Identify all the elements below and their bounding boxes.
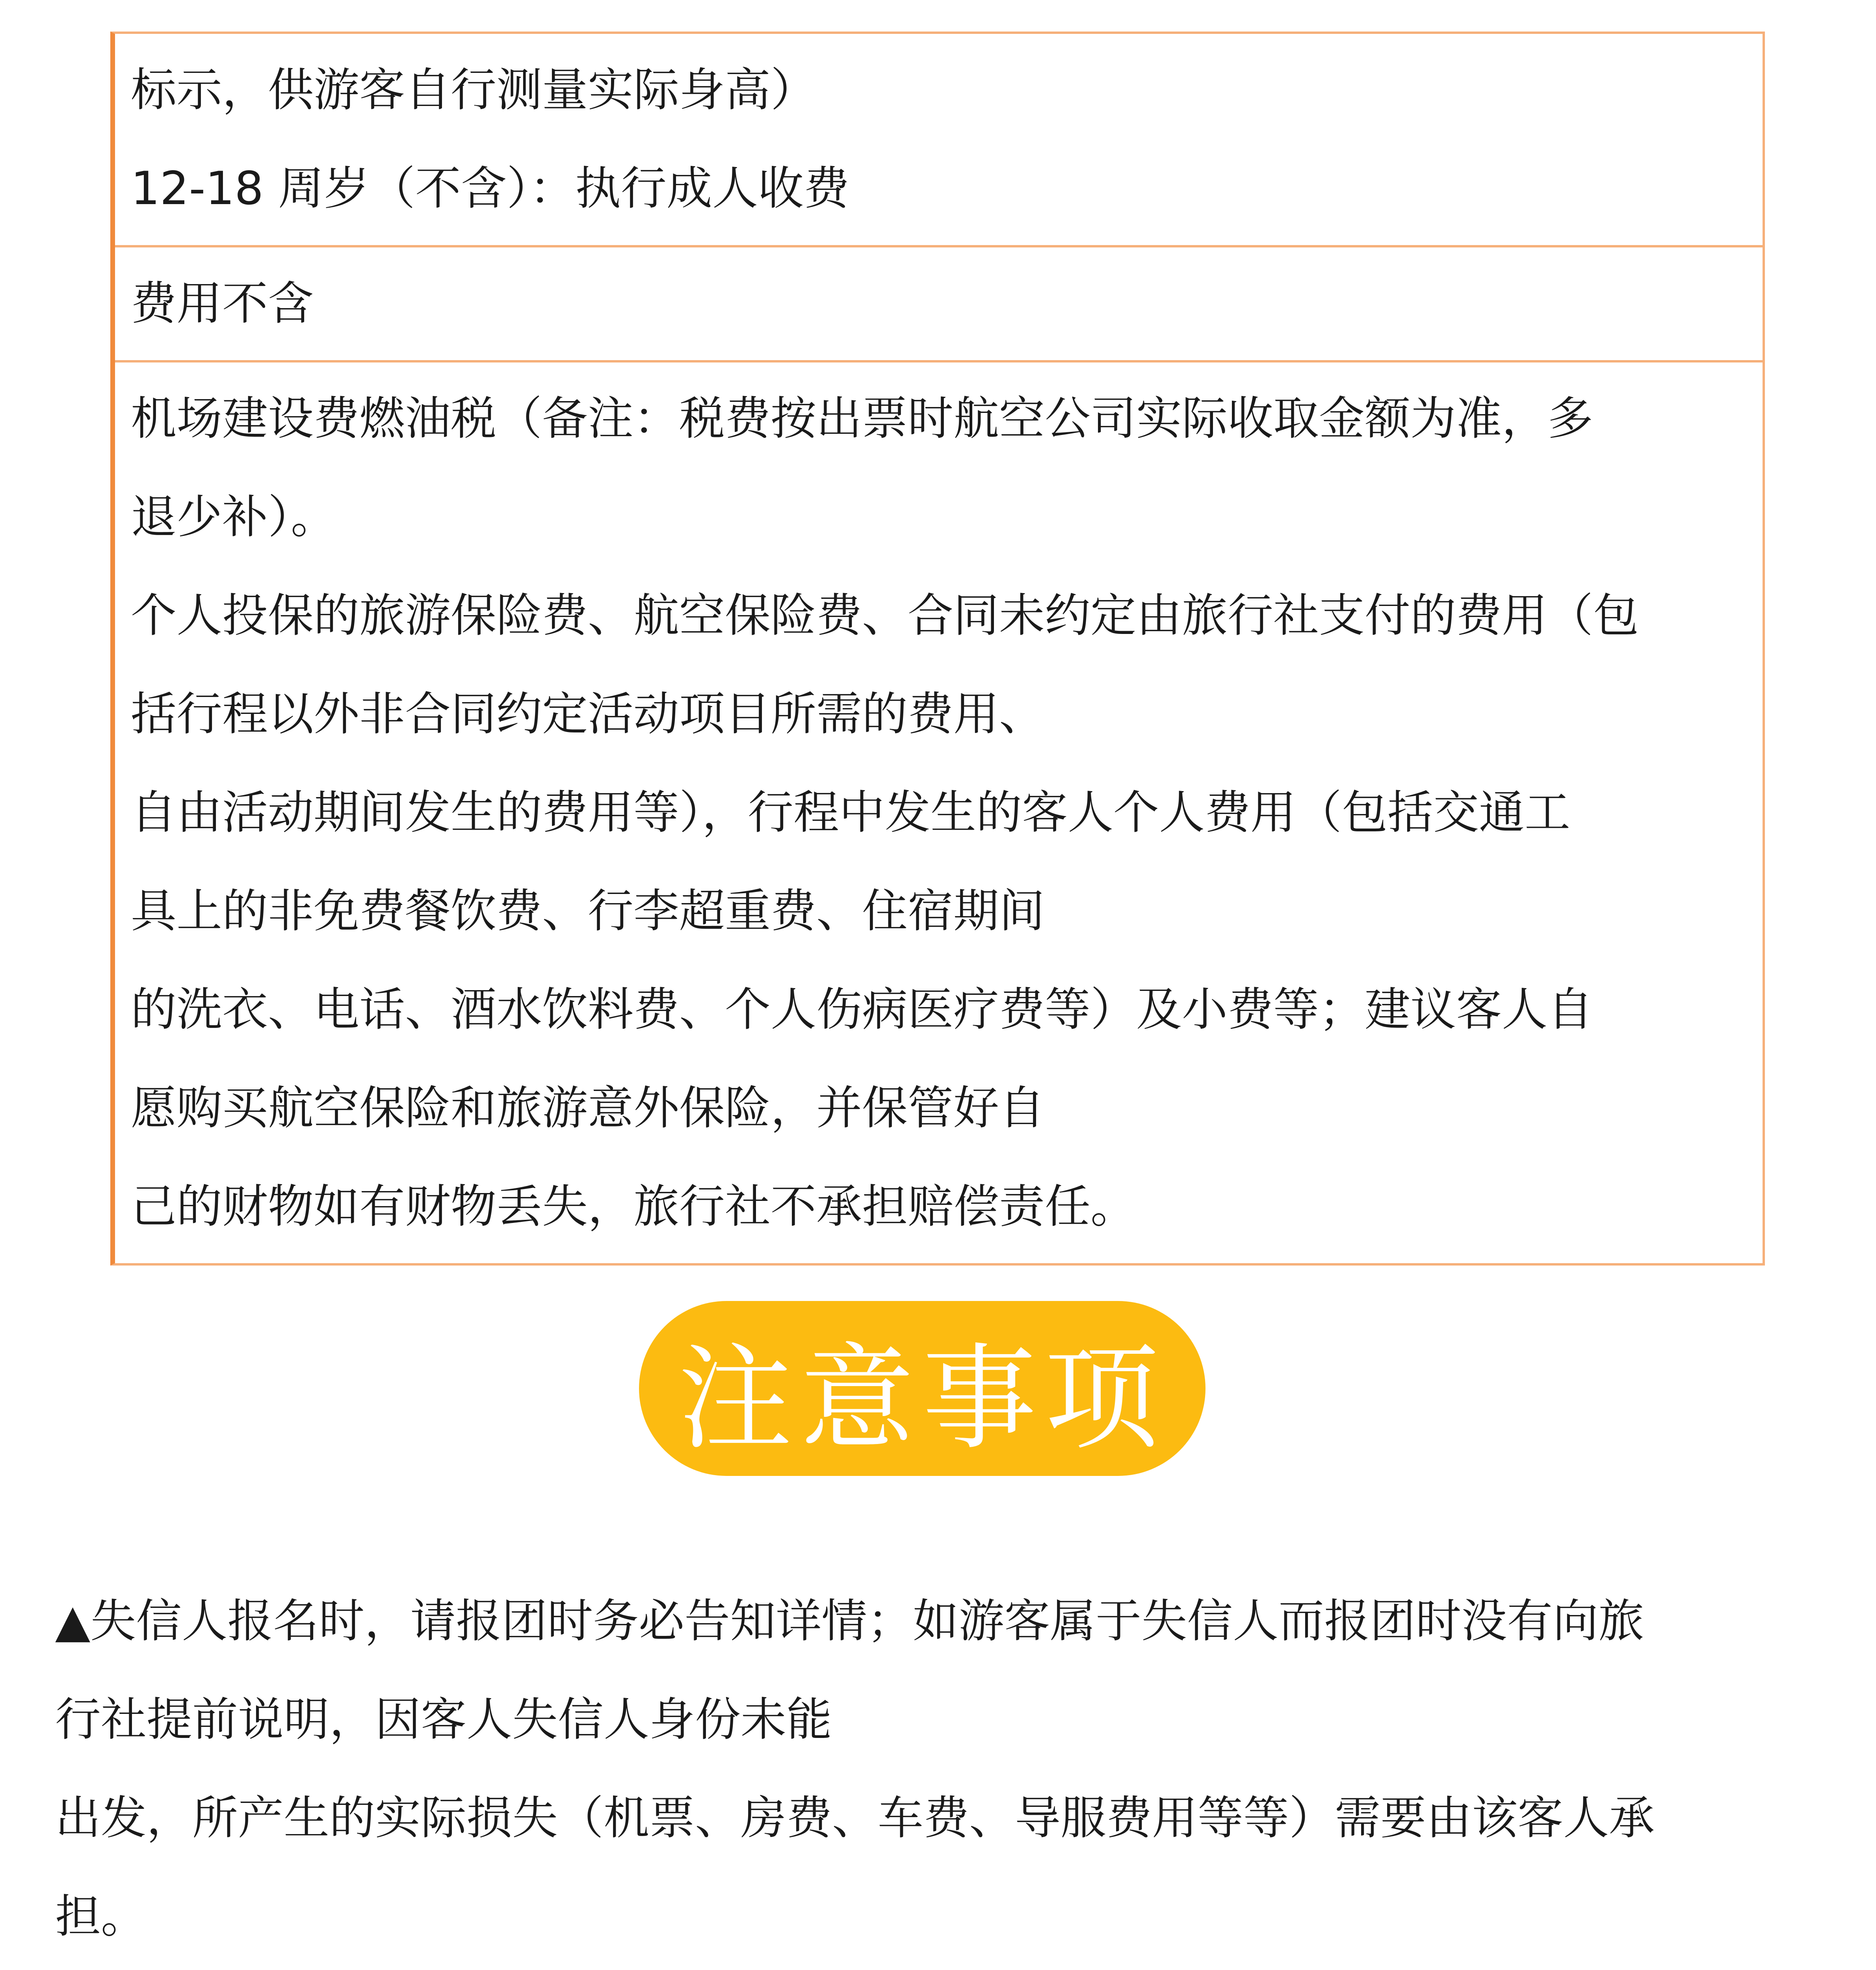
fee-table (110, 32, 1765, 1266)
notes-line: 出发，所产生的实际损失（机票、房费、车费、导服费用等等）需要由该客人承 (55, 1792, 1655, 1845)
table-line: 退少补）。 (131, 491, 336, 544)
fee-table-row-excluded-details (115, 362, 1763, 1263)
notes-section (55, 1572, 1820, 1970)
table-line: 个人投保的旅游保险费、航空保险费、合同未约定由旅行社支付的费用（包 (131, 589, 1639, 642)
fee-table-row-header-excluded (115, 247, 1763, 362)
table-line: 自由活动期间发生的费用等），行程中发生的客人个人费用（包括交通工 (131, 786, 1570, 839)
table-line: 己的财物如有财物丢失，旅行社不承担赔偿责任。 (131, 1180, 1136, 1233)
section-title: 注意事项 (678, 1332, 1166, 1465)
table-line: 12-18 周岁（不含）：执行成人收费 (131, 162, 849, 215)
notes-line: ▲失信人报名时，请报团时务必告知详情；如游客属于失信人而报团时没有向旅 (55, 1595, 1644, 1648)
section-title-badge (639, 1301, 1205, 1476)
table-line: 机场建设费燃油税（备注：税费按出票时航空公司实际收取金额为准，多 (131, 392, 1593, 445)
table-line: 括行程以外非合同约定活动项目所需的费用、 (131, 688, 1045, 741)
notes-line (55, 1966, 1820, 1970)
table-line: 具上的非免费餐饮费、行李超重费、住宿期间 (131, 885, 1045, 938)
notes-line: 担。 (55, 1890, 147, 1943)
table-line: 愿购买航空保险和旅游意外保险，并保管好自 (131, 1082, 1045, 1135)
table-line: 的洗衣、电话、酒水饮料费、个人伤病医疗费等）及小费等；建议客人自 (131, 983, 1593, 1036)
table-line: 标示，供游客自行测量实际身高） (131, 63, 816, 117)
table-line: 费用不含 (131, 277, 314, 330)
notes-line: 行社提前说明，因客人失信人身份未能 (55, 1693, 832, 1746)
fee-table-row-child-policy (115, 34, 1763, 247)
